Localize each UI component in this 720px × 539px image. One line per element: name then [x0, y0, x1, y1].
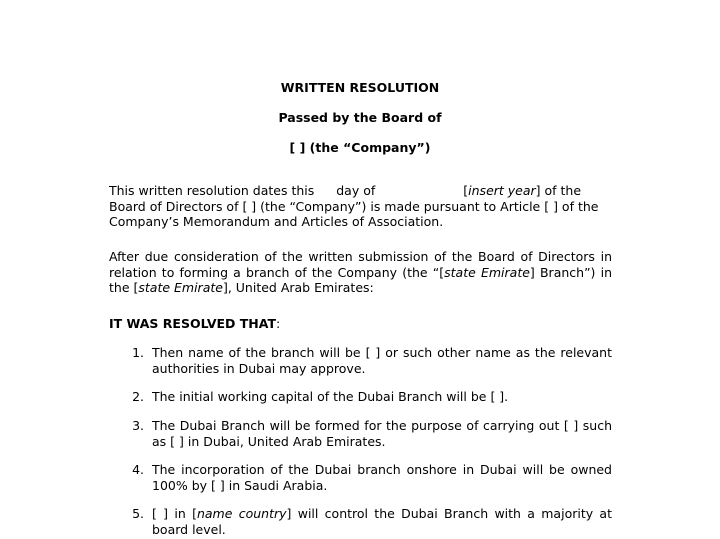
- item-text: [152, 506, 612, 537]
- intro-text-e: ] of the Board of Directors of [ ] (the “Company”) is made pursuant to Article [ ] of the Company’s Memorandum and Articles of Association.: [109, 183, 599, 229]
- intro-text-a: This written resolution dates this: [109, 183, 315, 198]
- document-subtitle: Passed by the Board of: [278, 110, 442, 125]
- item-text-a: [ ] in [: [152, 506, 197, 521]
- consideration-placeholder-emirate-1: state Emirate: [444, 264, 530, 280]
- consideration-text-e: ], United Arab Emirates:: [222, 280, 374, 295]
- item-number: 3.: [132, 418, 144, 433]
- item-text: The Dubai Branch will be formed for the purpose of carrying out [ ] such as [ ] in Dubai, United Arab Emirates.: [152, 418, 612, 449]
- resolution-item: [109, 418, 612, 449]
- consideration-placeholder-emirate-2: state Emirate: [138, 280, 223, 295]
- consideration-text-c: ] Branch”) in the [: [109, 264, 612, 295]
- intro-text-c: [: [463, 183, 469, 198]
- intro-placeholder-year: insert year: [468, 183, 536, 198]
- item-placeholder-country: name country: [196, 506, 287, 521]
- intro-text-b: day of: [336, 183, 376, 198]
- resolution-item: [109, 462, 612, 493]
- company-line: [ ] (the “Company”): [289, 140, 431, 155]
- item-text: The incorporation of the Dubai branch onshore in Dubai will be owned 100% by [ ] in Saudi Arabia.: [152, 462, 612, 493]
- item-text: Then name of the branch will be [ ] or such other name as the relevant authorities in Dubai may approve.: [152, 345, 612, 376]
- resolved-heading-text: IT WAS RESOLVED THAT: [109, 316, 276, 331]
- resolved-heading-colon: :: [275, 316, 281, 331]
- resolved-heading: [109, 316, 612, 332]
- item-number: 1.: [132, 345, 144, 360]
- item-text-c: ] will control the Dubai Branch with a majority at board level.: [152, 506, 612, 537]
- resolution-item: [109, 389, 612, 405]
- consideration-paragraph: [109, 249, 612, 296]
- resolution-item: [109, 345, 612, 376]
- item-text: The initial working capital of the Dubai Branch will be [ ].: [152, 389, 509, 404]
- item-number: 2.: [132, 389, 144, 404]
- document-title: WRITTEN RESOLUTION: [280, 80, 440, 95]
- intro-paragraph: [109, 183, 612, 230]
- consideration-text-a: After due consideration of the written submission of the Board of Directors in relation to forming a branch of the Company (the “[: [109, 249, 612, 280]
- item-number: 4.: [132, 462, 144, 477]
- resolution-item: [109, 506, 612, 537]
- item-number: 5.: [132, 506, 144, 521]
